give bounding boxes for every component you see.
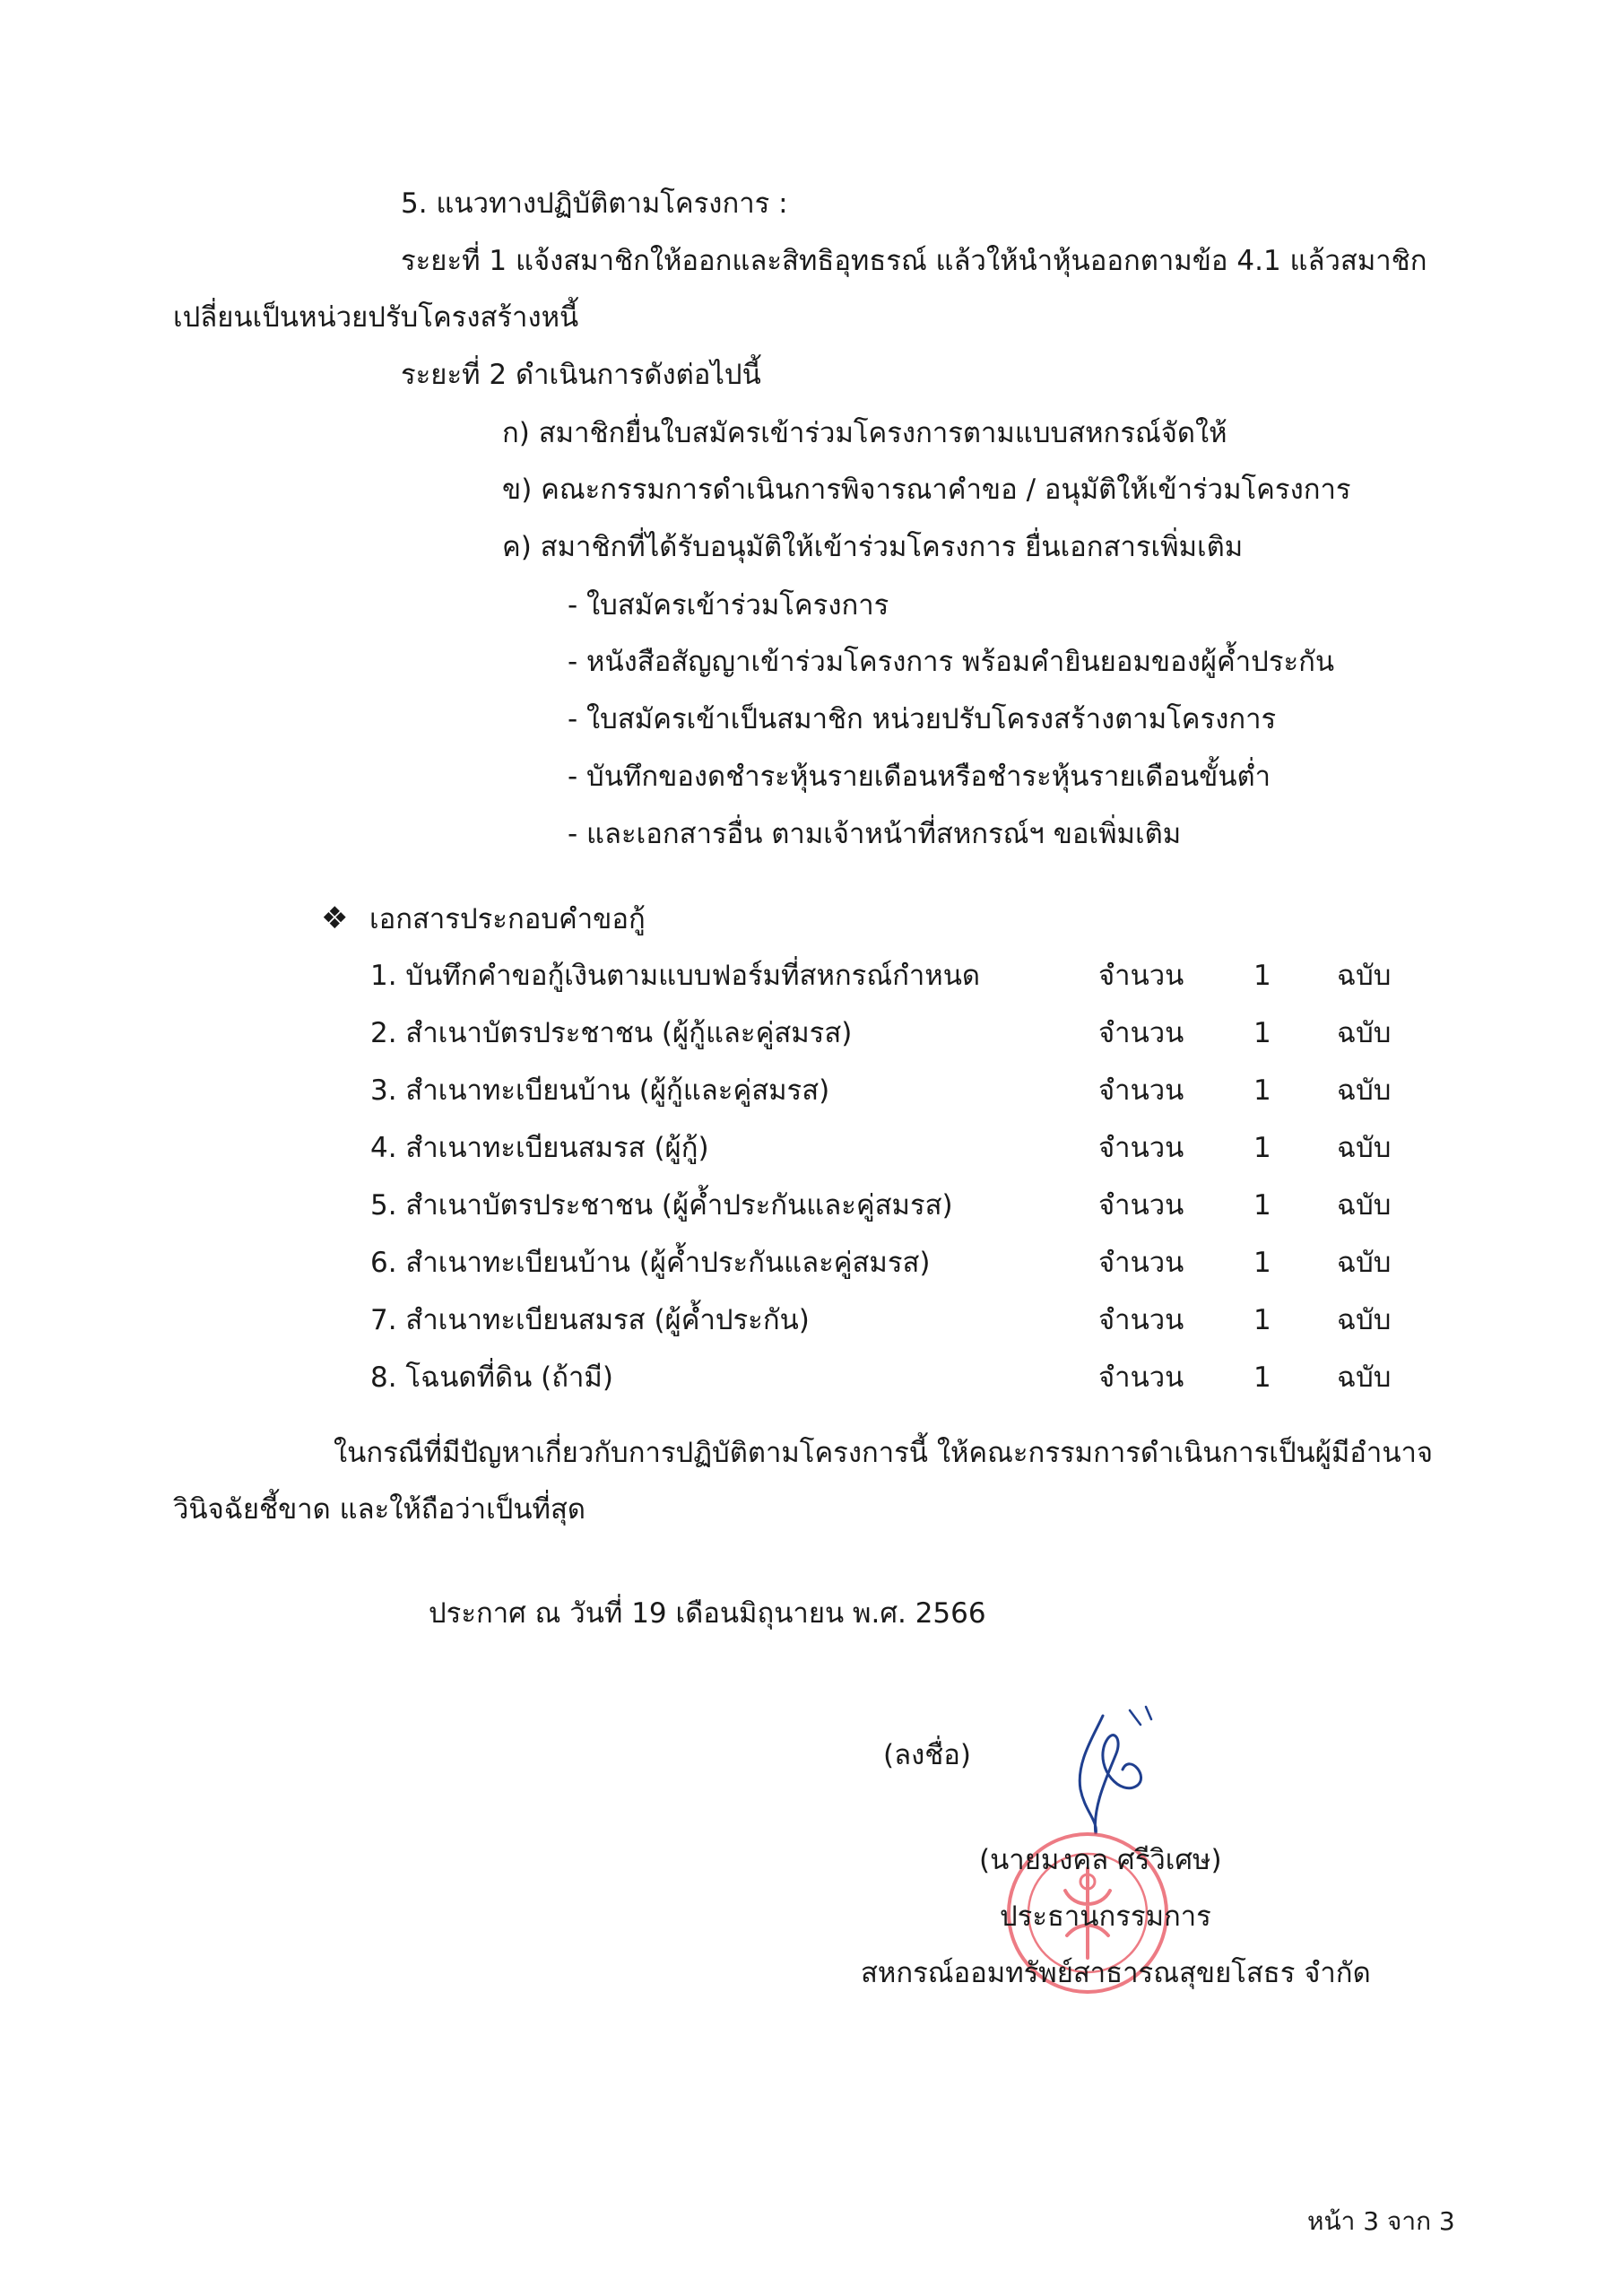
qty-label: จำนวน (1098, 1247, 1184, 1279)
unit: ฉบับ (1337, 960, 1392, 992)
unit: ฉบับ (1337, 1132, 1392, 1164)
qty-value: 1 (1253, 1304, 1271, 1336)
document-item: - และเอกสารอื่น ตามเจ้าหน้าที่สหกรณ์ฯ ขอเพิ่มเติม (568, 818, 1182, 850)
section-heading: 5. แนวทางปฏิบัติตามโครงการ : (401, 187, 788, 220)
qty-value: 1 (1253, 1247, 1271, 1279)
step-item: ค) สมาชิกที่ได้รับอนุมัติให้เข้าร่วมโครงการ ยื่นเอกสารเพิ่มเติม (502, 531, 1244, 563)
doc-label: 6. สำเนาทะเบียนบ้าน (ผู้ค้ำประกันและคู่สมรส) (370, 1247, 931, 1279)
document-item: - ใบสมัครเข้าเป็นสมาชิก หน่วยปรับโครงสร้างตามโครงการ (568, 703, 1277, 735)
qty-label: จำนวน (1098, 1074, 1184, 1107)
step-item: ก) สมาชิกยื่นใบสมัครเข้าร่วมโครงการตามแบบสหกรณ์จัดให้ (502, 417, 1227, 449)
doc-label: 8. โฉนดที่ดิน (ถ้ามี) (370, 1361, 613, 1394)
qty-value: 1 (1253, 960, 1271, 992)
page-number: หน้า 3 จาก 3 (1307, 2206, 1455, 2236)
phase1-line1: ระยะที่ 1 แจ้งสมาชิกให้ออกและสิทธิอุทธรณ์ แล้วให้นำหุ้นออกตามข้อ 4.1 แล้วสมาชิก (401, 245, 1427, 277)
organization-name: สหกรณ์ออมทรัพย์สาธารณสุขยโสธร จำกัด (861, 1957, 1371, 1989)
announcement-date: ประกาศ ณ วันที่ 19 เดือนมิถุนายน พ.ศ. 2566 (429, 1597, 986, 1630)
unit: ฉบับ (1337, 1247, 1392, 1279)
doc-label: 3. สำเนาทะเบียนบ้าน (ผู้กู้และคู่สมรส) (370, 1074, 830, 1107)
document-item: - บันทึกของดชำระหุ้นรายเดือนหรือชำระหุ้นรายเดือนขั้นต่ำ (568, 761, 1271, 793)
phase2-heading: ระยะที่ 2 ดำเนินการดังต่อไปนี้ (401, 359, 761, 391)
unit: ฉบับ (1337, 1189, 1392, 1222)
unit: ฉบับ (1337, 1304, 1392, 1336)
step-item: ข) คณะกรรมการดำเนินการพิจารณาคำขอ / อนุมัติให้เข้าร่วมโครงการ (502, 474, 1351, 506)
sign-label: (ลงชื่อ) (883, 1739, 971, 1771)
doc-label: 4. สำเนาทะเบียนสมรส (ผู้กู้) (370, 1132, 709, 1164)
phase1-line2: เปลี่ยนเป็นหน่วยปรับโครงสร้างหนี้ (173, 301, 579, 334)
qty-label: จำนวน (1098, 960, 1184, 992)
doc-label: 1. บันทึกคำขอกู้เงินตามแบบฟอร์มที่สหกรณ์กำหนด (370, 960, 981, 992)
closing-line1: ในกรณีที่มีปัญหาเกี่ยวกับการปฏิบัติตามโครงการนี้ ให้คณะกรรมการดำเนินการเป็นผู้มีอำนาจ (334, 1437, 1434, 1469)
qty-label: จำนวน (1098, 1304, 1184, 1336)
doc-label: 2. สำเนาบัตรประชาชน (ผู้กู้และคู่สมรส) (370, 1017, 853, 1049)
qty-value: 1 (1253, 1074, 1271, 1107)
qty-value: 1 (1253, 1361, 1271, 1394)
loan-docs-heading: เอกสารประกอบคำขอกู้ (369, 903, 646, 935)
signatory-name: (นายมงคล ศรีวิเศษ) (979, 1844, 1222, 1876)
qty-value: 1 (1253, 1189, 1271, 1222)
signatory-position: ประธานกรรมการ (1000, 1900, 1211, 1933)
qty-label: จำนวน (1098, 1361, 1184, 1394)
doc-label: 7. สำเนาทะเบียนสมรส (ผู้ค้ำประกัน) (370, 1304, 810, 1336)
doc-label: 5. สำเนาบัตรประชาชน (ผู้ค้ำประกันและคู่สมรส) (370, 1189, 953, 1222)
qty-label: จำนวน (1098, 1017, 1184, 1049)
closing-line2: วินิจฉัยชี้ขาด และให้ถือว่าเป็นที่สุด (173, 1493, 586, 1526)
handwritten-signature (1040, 1700, 1175, 1843)
document-item: - ใบสมัครเข้าร่วมโครงการ (568, 589, 889, 622)
unit: ฉบับ (1337, 1361, 1392, 1394)
qty-value: 1 (1253, 1132, 1271, 1164)
document-item: - หนังสือสัญญาเข้าร่วมโครงการ พร้อมคำยินยอมของผู้ค้ำประกัน (568, 646, 1335, 678)
qty-value: 1 (1253, 1017, 1271, 1049)
qty-label: จำนวน (1098, 1132, 1184, 1164)
diamond-bullet-icon: ❖ (321, 900, 349, 936)
unit: ฉบับ (1337, 1017, 1392, 1049)
unit: ฉบับ (1337, 1074, 1392, 1107)
qty-label: จำนวน (1098, 1189, 1184, 1222)
